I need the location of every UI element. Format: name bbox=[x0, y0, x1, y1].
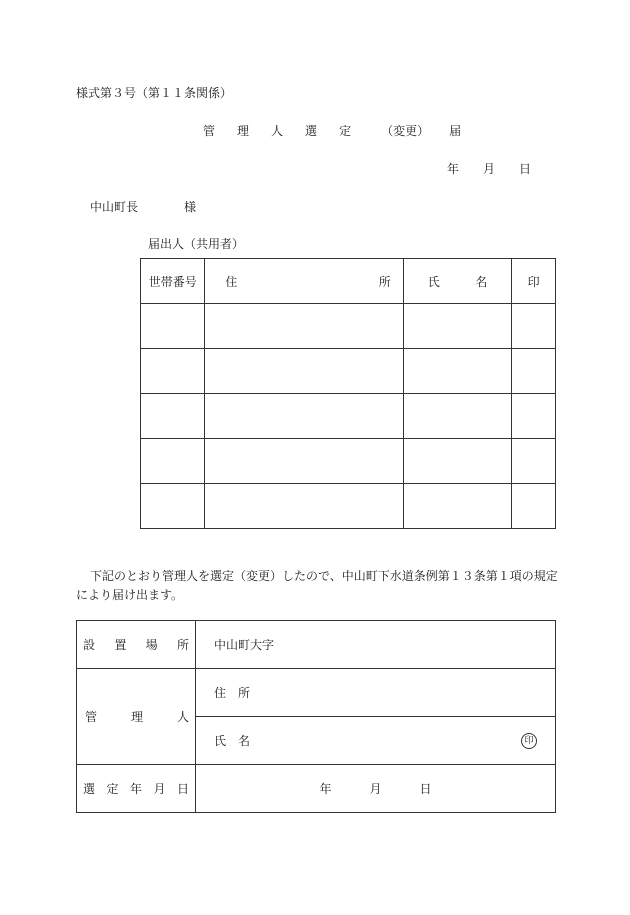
selection-date-label bbox=[77, 765, 196, 813]
submission-date bbox=[447, 160, 531, 177]
table-header-row bbox=[141, 259, 556, 304]
applicants-table bbox=[140, 258, 556, 529]
label-char: 年 bbox=[129, 782, 142, 796]
address-cell[interactable] bbox=[205, 394, 403, 439]
household-number-cell[interactable] bbox=[141, 394, 205, 439]
form-title bbox=[203, 122, 461, 139]
location-row bbox=[77, 621, 556, 669]
seal-cell[interactable] bbox=[512, 349, 556, 394]
label-char: 理 bbox=[130, 710, 143, 724]
title-char: 理 bbox=[237, 124, 250, 138]
seal-icon: 印 bbox=[521, 733, 537, 749]
location-value[interactable]: 中山町大字 bbox=[196, 621, 556, 669]
label-char: 置 bbox=[114, 638, 127, 652]
manager-address-field[interactable]: 住 所 bbox=[196, 669, 556, 717]
title-char: 管 bbox=[203, 124, 216, 138]
name-header-left: 氏 bbox=[427, 274, 440, 289]
seal-cell[interactable] bbox=[512, 304, 556, 349]
addressee-line bbox=[90, 198, 196, 215]
address-cell[interactable] bbox=[205, 484, 403, 529]
address-header bbox=[205, 259, 403, 304]
name-cell[interactable] bbox=[403, 304, 512, 349]
label-char: 所 bbox=[176, 638, 189, 652]
name-cell[interactable] bbox=[403, 394, 512, 439]
statement-line-1: 下記のとおり管理人を選定（変更）したので、中山町下水道条例第１３条第１項の規定 bbox=[90, 569, 558, 583]
table-row bbox=[141, 439, 556, 484]
name-header bbox=[403, 259, 512, 304]
title-char: 定 bbox=[339, 124, 352, 138]
address-cell[interactable] bbox=[205, 304, 403, 349]
name-cell[interactable] bbox=[403, 439, 512, 484]
table-row bbox=[141, 349, 556, 394]
household-number-cell[interactable] bbox=[141, 484, 205, 529]
label-char: 月 bbox=[153, 782, 166, 796]
date-day: 日 bbox=[419, 782, 432, 796]
seal-cell[interactable] bbox=[512, 484, 556, 529]
statement-line-2: により届け出ます。 bbox=[76, 588, 184, 602]
selection-date-value[interactable] bbox=[196, 765, 556, 813]
seal-cell[interactable] bbox=[512, 439, 556, 484]
name-cell[interactable] bbox=[403, 349, 512, 394]
addressee-suffix: 様 bbox=[184, 200, 197, 214]
address-cell[interactable] bbox=[205, 349, 403, 394]
manager-name-field[interactable] bbox=[196, 717, 556, 765]
table-row bbox=[141, 484, 556, 529]
location-label bbox=[77, 621, 196, 669]
label-char: 場 bbox=[145, 638, 158, 652]
title-end: 届 bbox=[449, 124, 462, 138]
manager-address-row bbox=[77, 669, 556, 717]
address-header-right: 所 bbox=[378, 274, 391, 289]
address-cell[interactable] bbox=[205, 439, 403, 484]
label-char: 人 bbox=[176, 710, 189, 724]
date-year: 年 bbox=[319, 782, 332, 796]
manager-label bbox=[77, 669, 196, 765]
seal-cell[interactable] bbox=[512, 394, 556, 439]
title-change: （変更） bbox=[381, 124, 430, 138]
label-char: 定 bbox=[106, 782, 119, 796]
household-number-cell[interactable] bbox=[141, 439, 205, 484]
title-char: 人 bbox=[271, 124, 284, 138]
name-cell[interactable] bbox=[403, 484, 512, 529]
table-row bbox=[141, 394, 556, 439]
date-month: 月 bbox=[483, 162, 496, 176]
date-day: 日 bbox=[519, 162, 532, 176]
manager-name-label: 氏 名 bbox=[214, 734, 251, 748]
title-char: 選 bbox=[305, 124, 318, 138]
household-number-header: 世帯番号 bbox=[141, 259, 205, 304]
label-char: 設 bbox=[83, 638, 96, 652]
address-header-left: 住 bbox=[225, 274, 238, 289]
details-table bbox=[76, 620, 556, 813]
label-char: 管 bbox=[85, 710, 98, 724]
label-char: 日 bbox=[176, 782, 189, 796]
date-month: 月 bbox=[369, 782, 382, 796]
selection-date-row bbox=[77, 765, 556, 813]
household-number-cell[interactable] bbox=[141, 304, 205, 349]
addressee: 中山町長 bbox=[90, 200, 139, 214]
form-number-label: 様式第３号（第１１条関係） bbox=[76, 86, 233, 100]
date-year: 年 bbox=[447, 162, 460, 176]
label-char: 選 bbox=[83, 782, 96, 796]
table-row bbox=[141, 304, 556, 349]
household-number-cell[interactable] bbox=[141, 349, 205, 394]
name-header-right: 名 bbox=[475, 274, 488, 289]
applicant-label: 届出人（共用者） bbox=[148, 237, 245, 251]
seal-header: 印 bbox=[512, 259, 556, 304]
